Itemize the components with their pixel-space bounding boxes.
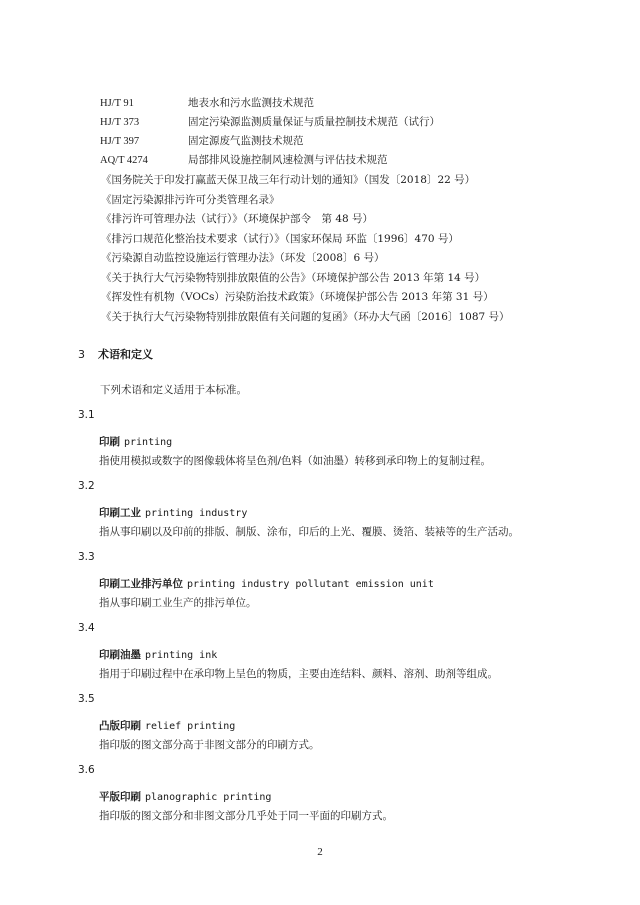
term-definition: 指使用模拟或数字的图像载体将呈色剂/色料（如油墨）转移到承印物上的复制过程。 bbox=[99, 455, 492, 467]
document-ref: 《挥发性有机物（VOCs）污染防治技术政策》（环境保护部公告 2013 年第 31 号） bbox=[101, 291, 494, 303]
term-number: 3.2 bbox=[78, 480, 95, 492]
term-title bbox=[99, 576, 434, 591]
term-title bbox=[99, 505, 247, 520]
term-chinese: 凸版印刷 bbox=[99, 720, 141, 732]
standard-code: HJ/T 91 bbox=[100, 98, 134, 109]
standard-code: AQ/T 4274 bbox=[100, 155, 148, 166]
term-english: printing ink bbox=[145, 650, 218, 661]
term-chinese: 印刷油墨 bbox=[99, 649, 141, 661]
page-number: 2 bbox=[317, 846, 323, 858]
term-definition: 指从事印刷工业生产的排污单位。 bbox=[99, 597, 257, 609]
standard-ref-row bbox=[100, 115, 440, 130]
term-definition: 指用于印刷过程中在承印物上呈色的物质，主要由连结料、颜料、溶剂、助剂等组成。 bbox=[99, 668, 498, 680]
term-chinese: 印刷 bbox=[99, 436, 120, 448]
document-ref: 《固定污染源排污许可分类管理名录》 bbox=[101, 194, 280, 206]
term-title bbox=[99, 647, 217, 662]
term-definition: 指从事印刷以及印前的排版、制版、涂布，印后的上光、覆膜、烫箔、装裱等的生产活动。 bbox=[99, 526, 519, 538]
term-english: printing industry pollutant emission unit bbox=[187, 579, 434, 590]
document-ref: 《排污许可管理办法（试行）》（环境保护部令 第 48 号） bbox=[101, 213, 374, 225]
standard-ref-row bbox=[100, 153, 388, 168]
document-ref: 《排污口规范化整治技术要求（试行）》（国家环保局 环监〔1996〕470 号） bbox=[101, 233, 459, 245]
standard-ref-row bbox=[100, 96, 314, 111]
section-title: 术语和定义 bbox=[98, 348, 153, 361]
section-number: 3 bbox=[78, 348, 85, 361]
term-definition: 指印版的图文部分和非图文部分几乎处于同一平面的印刷方式。 bbox=[99, 810, 393, 822]
term-number: 3.5 bbox=[78, 693, 95, 705]
document-ref: 《污染源自动监控设施运行管理办法》（环发〔2008〕6 号） bbox=[101, 252, 385, 264]
term-english: printing bbox=[124, 437, 173, 448]
term-chinese: 印刷工业 bbox=[99, 507, 141, 519]
term-number: 3.3 bbox=[78, 551, 95, 563]
standard-ref-row bbox=[100, 134, 304, 149]
standard-code: HJ/T 373 bbox=[100, 117, 140, 128]
document-ref: 《关于执行大气污染物特别排放限值的公告》（环境保护部公告 2013 年第 14 号） bbox=[101, 272, 486, 284]
standard-title: 地表水和污水监测技术规范 bbox=[188, 97, 314, 109]
standard-title: 固定源废气监测技术规范 bbox=[188, 135, 304, 147]
term-chinese: 平版印刷 bbox=[99, 791, 141, 803]
term-english: printing industry bbox=[145, 508, 248, 519]
standard-title: 局部排风设施控制风速检测与评估技术规范 bbox=[188, 154, 388, 166]
document-ref: 《关于执行大气污染物特别排放限值有关问题的复函》（环办大气函〔2016〕1087 号） bbox=[101, 311, 510, 323]
term-number: 3.1 bbox=[78, 409, 95, 421]
section-intro: 下列术语和定义适用于本标准。 bbox=[100, 384, 247, 396]
section-heading bbox=[78, 346, 153, 362]
term-english: planographic printing bbox=[145, 792, 272, 803]
term-definition: 指印版的图文部分高于非图文部分的印刷方式。 bbox=[99, 739, 320, 751]
term-number: 3.4 bbox=[78, 622, 95, 634]
term-english: relief printing bbox=[145, 721, 236, 732]
term-number: 3.6 bbox=[78, 764, 95, 776]
term-title bbox=[99, 789, 271, 804]
term-title bbox=[99, 718, 235, 733]
term-chinese: 印刷工业排污单位 bbox=[99, 578, 183, 590]
term-title bbox=[99, 434, 172, 449]
standard-title: 固定污染源监测质量保证与质量控制技术规范（试行） bbox=[188, 116, 440, 128]
standard-code: HJ/T 397 bbox=[100, 136, 140, 147]
document-ref: 《国务院关于印发打赢蓝天保卫战三年行动计划的通知》（国发〔2018〕22 号） bbox=[101, 174, 476, 186]
